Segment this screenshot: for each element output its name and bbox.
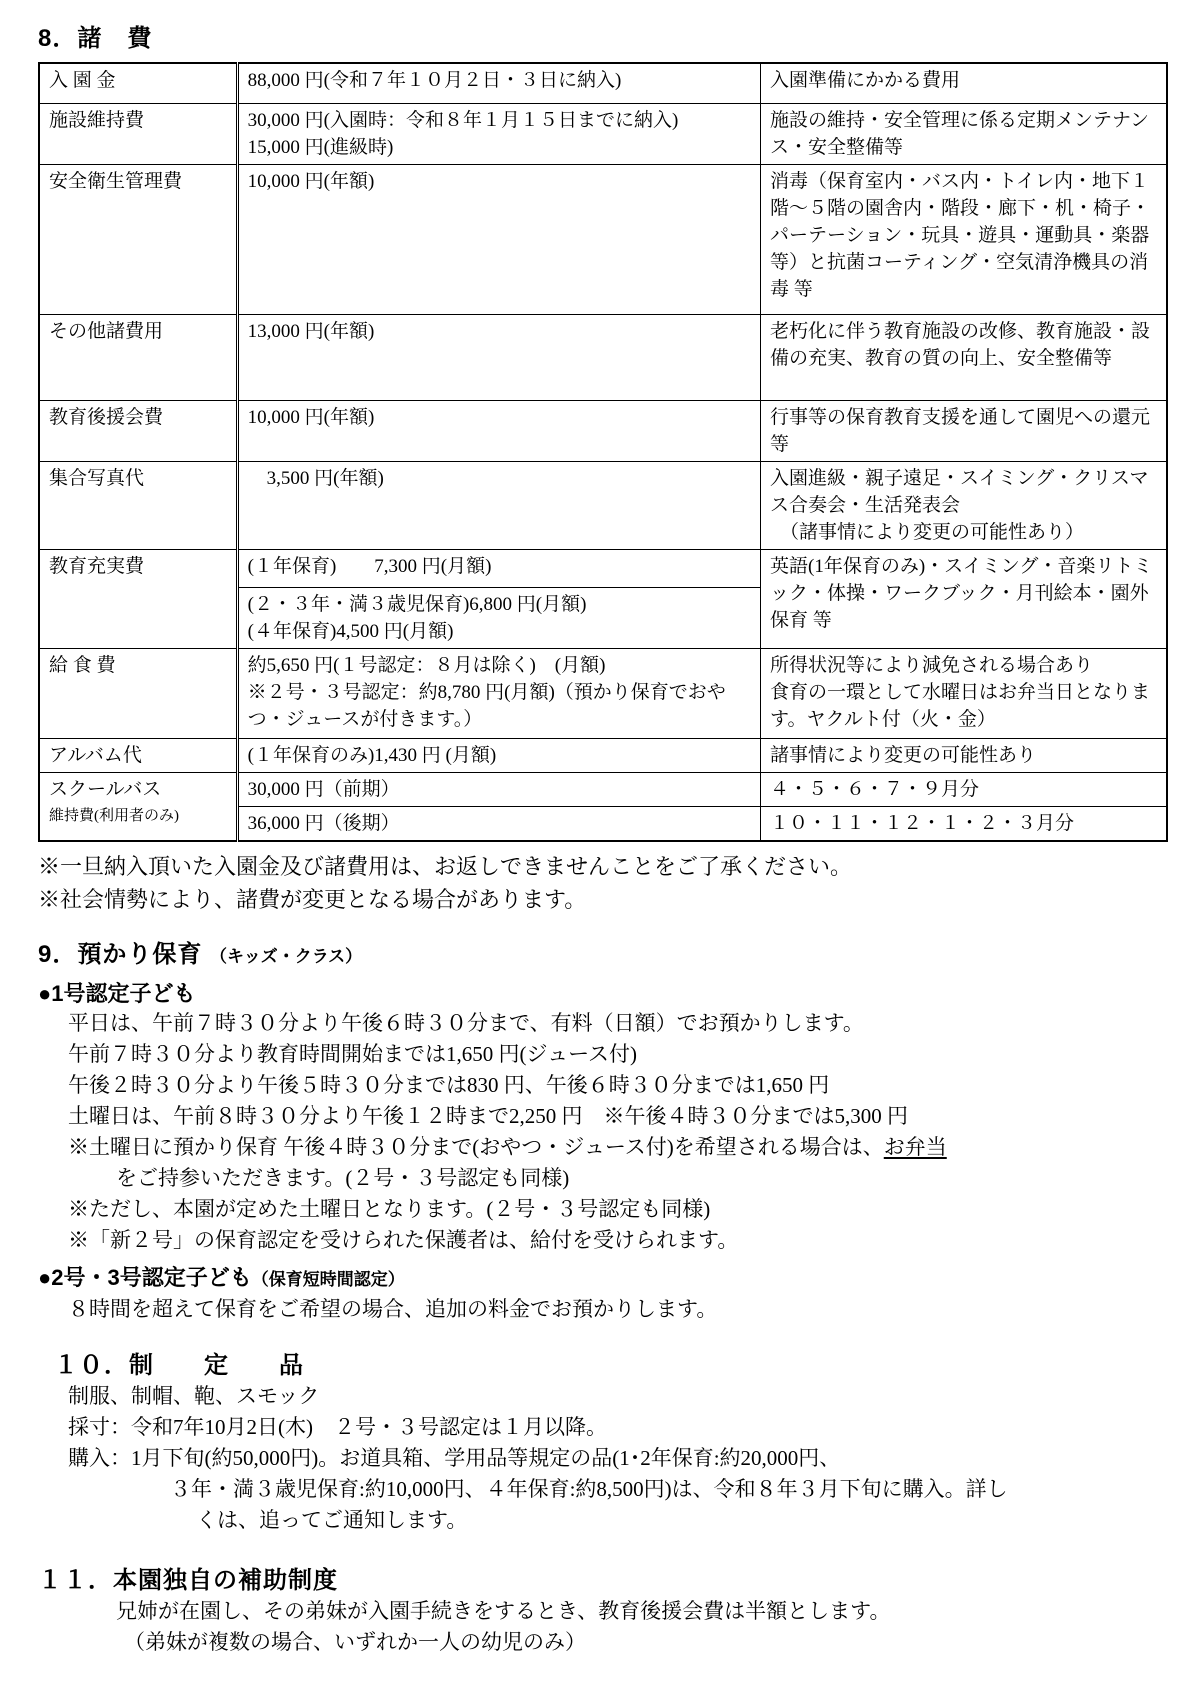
text-line: 土曜日は、午前８時３０分より午後１２時まで2,250 円 ※午後４時３０分までは5,300 円: [68, 1103, 908, 1128]
text-line: をご持参いただきます。(２号・３号認定も同様): [116, 1165, 570, 1190]
bullet-heading-type23: [38, 1264, 1168, 1294]
desc-line: 所得状況等により減免される場合あり: [770, 654, 1094, 676]
section11-details: [38, 1596, 1168, 1658]
amount-line: 約5,650 円(１号認定：８月は除く) (月額): [247, 654, 606, 676]
section10-details: [38, 1381, 1168, 1536]
type23-details: [38, 1294, 1168, 1325]
note-line: ※一旦納入頂いた入園金及び諸費用は、お返しできませんことをご了承ください。: [38, 853, 853, 879]
text-line: 制服、制帽、鞄、スモック: [68, 1383, 320, 1408]
fee-amount: (１年保育のみ)1,430 円 (月額): [237, 738, 760, 772]
fee-amount: [237, 587, 760, 648]
section10-title: １０．制 定 品: [54, 1351, 304, 1379]
fee-amount: 10,000 円(年額): [237, 164, 760, 314]
fee-amount: [237, 648, 760, 738]
fee-label: 教育後援会費: [39, 400, 237, 461]
type1-details: [38, 1008, 1168, 1256]
fee-amount: 3,500 円(年額): [237, 461, 760, 549]
fee-desc: 老朽化に伴う教育施設の改修、教育施設・設備の充実、教育の質の向上、安全整備等: [761, 314, 1168, 400]
section9-title: [38, 940, 1168, 972]
fee-label: 教育充実費: [39, 549, 237, 648]
table-row: [39, 738, 1167, 772]
fee-desc: [761, 461, 1168, 549]
table-row: [39, 314, 1167, 400]
table-row: [39, 63, 1167, 103]
table-row: [39, 461, 1167, 549]
text-line: 兄姉が在園し、その弟妹が入園手続きをするとき、教育後援会費は半額とします。: [116, 1598, 891, 1623]
fee-label: 施設維持費: [39, 103, 237, 164]
fee-label: その他諸費用: [39, 314, 237, 400]
fee-desc: 英語(1年保育のみ)・スイミング・音楽リトミック・体操・ワークブック・月刊絵本・園外保育 等: [761, 549, 1168, 648]
fee-label: アルバム代: [39, 738, 237, 772]
section9-title-main: 9．預かり保育: [38, 940, 203, 968]
fee-amount: 36,000 円（後期）: [237, 806, 760, 841]
fee-desc: 行事等の保育教育支援を通して園児への還元 等: [761, 400, 1168, 461]
section9-title-sub: （キッズ・クラス）: [210, 946, 363, 966]
fee-label: 集合写真代: [39, 461, 237, 549]
table-row: [39, 164, 1167, 314]
table-row: [39, 103, 1167, 164]
fee-desc: 消毒（保育室内・バス内・トイレ内・地下１階～５階の園舎内・階段・廊下・机・椅子・パーテーション・玩具・遊具・運動具・楽器等）と抗菌コーティング・空気清浄機具の消毒 等: [761, 164, 1168, 314]
fee-desc: 施設の維持・安全管理に係る定期メンテナンス・安全整備等: [761, 103, 1168, 164]
fee-amount: 30,000 円（前期）: [237, 772, 760, 806]
text-line: （弟妹が複数の場合、いずれか一人の幼児のみ）: [124, 1629, 586, 1654]
fee-label: 入 園 金: [39, 63, 237, 103]
text-line: 午後２時３０分より午後５時３０分までは830 円、午後６時３０分までは1,650 円: [68, 1072, 830, 1097]
note-line: ※社会情勢により、諸費が変更となる場合があります。: [38, 886, 587, 912]
desc-line: 入園進級・親子遠足・スイミング・クリスマス合奏会・生活発表会: [770, 467, 1149, 516]
table-row: [39, 772, 1167, 806]
fee-desc: １０・１１・１２・１・２・３月分: [761, 806, 1168, 841]
amount-line: 30,000 円(入園時：令和８年１月１５日までに納入): [247, 109, 679, 131]
text-segment: ※土曜日に預かり保育 午後４時３０分まで(おやつ・ジュース付)を希望される場合は、: [68, 1134, 884, 1159]
amount-line: ※２号・３号認定：約8,780 円(月額)（預かり保育でおやつ・ジュースが付きます。）: [247, 681, 726, 730]
text-line: ８時間を超えて保育をご希望の場合、追加の料金でお預かりします。: [68, 1296, 718, 1321]
text-line: [68, 1132, 1168, 1163]
fee-desc: 入園準備にかかる費用: [761, 63, 1168, 103]
fee-label: [39, 772, 237, 841]
table-row: [39, 400, 1167, 461]
desc-line: （諸事情により変更の可能性あり）: [780, 521, 1085, 543]
text-line: くは、追ってご通知します。: [196, 1507, 468, 1532]
fee-label: 安全衛生管理費: [39, 164, 237, 314]
text-line: ※ただし、本園が定めた土曜日となります。(２号・３号認定も同様): [68, 1196, 711, 1221]
label-line: スクールバス: [49, 778, 162, 800]
fee-amount: 13,000 円(年額): [237, 314, 760, 400]
text-line: 購入：1月下旬(約50,000円)。お道具箱、学用品等規定の品(1･2年保育:約20,000円、: [68, 1445, 841, 1470]
fee-label: 給 食 費: [39, 648, 237, 738]
bullet-heading-type1: ●1号認定子ども: [38, 980, 196, 1006]
fee-desc: [761, 648, 1168, 738]
bullet-heading-main: ●2号・3号認定子ども: [38, 1264, 252, 1290]
section8-title: 8．諸 費: [38, 25, 153, 52]
desc-line: 食育の一環として水曜日はお弁当日となります。ヤクルト付（火・金）: [770, 681, 1151, 730]
underlined-text: お弁当: [883, 1134, 947, 1159]
section11-title: １１．本園独自の補助制度: [38, 1566, 338, 1594]
text-line: ３年・満３歳児保育:約10,000円、４年保育:約8,500円)は、令和８年３月下旬に購入。詳し: [170, 1476, 1008, 1501]
table-notes: [38, 850, 1168, 916]
fee-amount: (１年保育) 7,300 円(月額): [237, 549, 760, 587]
fees-table: [38, 62, 1168, 842]
fee-amount: 88,000 円(令和７年１０月２日・３日に納入): [237, 63, 760, 103]
text-line: 採寸：令和7年10月2日(木) ２号・３号認定は１月以降。: [68, 1414, 607, 1439]
amount-line: 15,000 円(進級時): [247, 136, 394, 158]
table-row: [39, 648, 1167, 738]
fee-desc: 諸事情により変更の可能性あり: [761, 738, 1168, 772]
text-line: 平日は、午前７時３０分より午後６時３０分まで、有料（日額）でお預かりします。: [68, 1010, 864, 1035]
text-line: ※「新２号」の保育認定を受けられた保護者は、給付を受けられます。: [68, 1227, 739, 1252]
label-line: 維持費(利用者のみ): [49, 807, 179, 824]
amount-line: (４年保育)4,500 円(月額): [247, 620, 454, 642]
fee-amount: [237, 103, 760, 164]
table-row: [39, 549, 1167, 587]
fee-amount: 10,000 円(年額): [237, 400, 760, 461]
fee-desc: ４・５・６・７・９月分: [761, 772, 1168, 806]
bullet-heading-sub: （保育短時間認定）: [251, 1269, 405, 1289]
amount-line: (２・３年・満３歳児保育)6,800 円(月額): [247, 593, 587, 615]
text-line: 午前７時３０分より教育時間開始までは1,650 円(ジュース付): [68, 1041, 638, 1066]
